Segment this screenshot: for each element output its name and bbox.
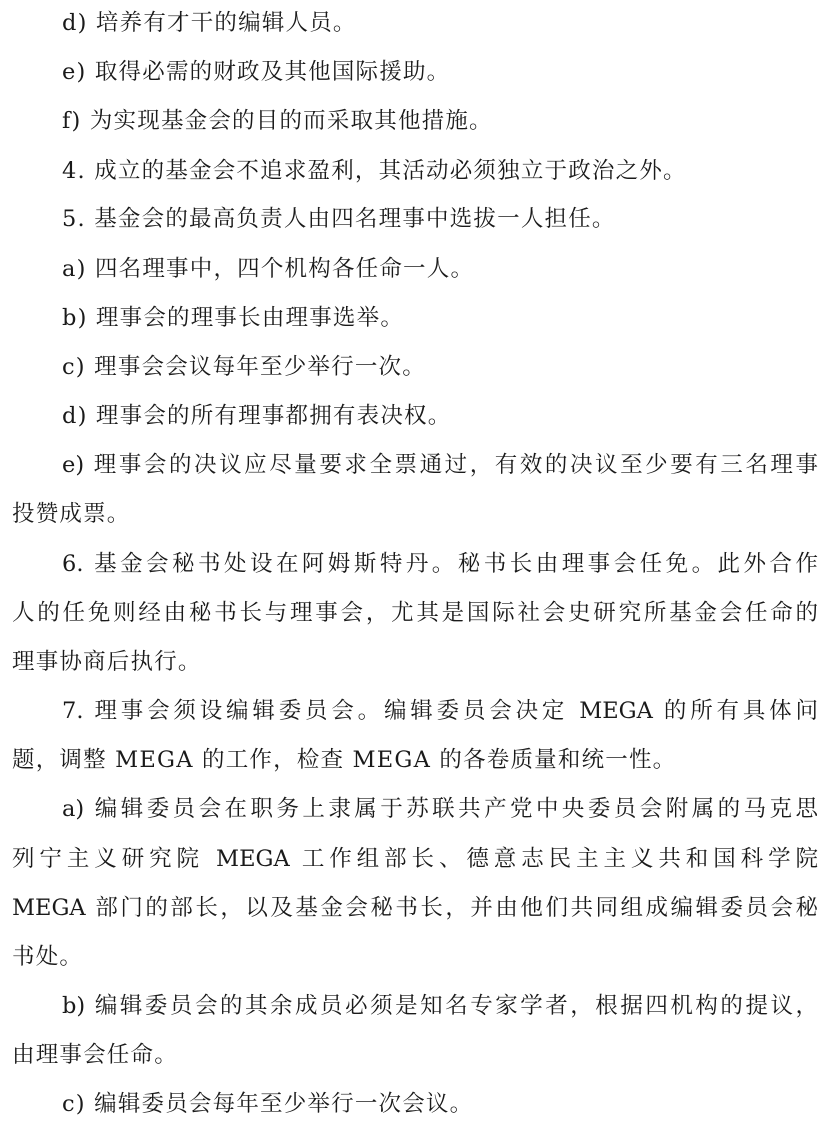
text-line: MEGA 部门的部长，以及基金会秘书长，并由他们共同组成编辑委员会秘 [12, 895, 818, 921]
text-line: b) 编辑委员会的其余成员必须是知名专家学者，根据四机构的提议， [62, 993, 818, 1019]
text-line: e) 取得必需的财政及其他国际援助。 [62, 59, 451, 85]
text-line: a) 编辑委员会在职务上隶属于苏联共产党中央委员会附属的马克思 [62, 796, 818, 822]
text-line: 书处。 [12, 944, 84, 970]
text-line: 投赞成票。 [12, 501, 131, 527]
text-line: 4. 成立的基金会不追求盈利，其活动必须独立于政治之外。 [62, 158, 687, 184]
text-line: e) 理事会的决议应尽量要求全票通过，有效的决议至少要有三名理事 [62, 452, 818, 478]
text-line: 由理事会任命。 [12, 1042, 178, 1068]
text-line: a) 四名理事中，四个机构各任命一人。 [62, 256, 475, 282]
text-line: c) 编辑委员会每年至少举行一次会议。 [62, 1091, 474, 1117]
text-line: 理事协商后执行。 [12, 649, 202, 675]
text-line: 列宁主义研究院 MEGA 工作组部长、德意志民主主义共和国科学院 [12, 846, 818, 872]
text-line: 人的任免则经由秘书长与理事会，尤其是国际社会史研究所基金会任命的 [12, 600, 818, 626]
text-line: d) 培养有才干的编辑人员。 [62, 10, 357, 36]
text-line: 6. 基金会秘书处设在阿姆斯特丹。秘书长由理事会任免。此外合作 [62, 551, 818, 577]
text-line: c) 理事会会议每年至少举行一次。 [62, 354, 426, 380]
text-line: 题，调整 MEGA 的工作，检查 MEGA 的各卷质量和统一性。 [12, 747, 677, 773]
text-line: f) 为实现基金会的目的而采取其他措施。 [62, 108, 493, 134]
text-line: 5. 基金会的最高负责人由四名理事中选拔一人担任。 [62, 206, 616, 232]
text-line: 7. 理事会须设编辑委员会。编辑委员会决定 MEGA 的所有具体问 [62, 698, 818, 724]
text-line: d) 理事会的所有理事都拥有表决权。 [62, 403, 452, 429]
text-line: b) 理事会的理事长由理事选举。 [62, 305, 405, 331]
